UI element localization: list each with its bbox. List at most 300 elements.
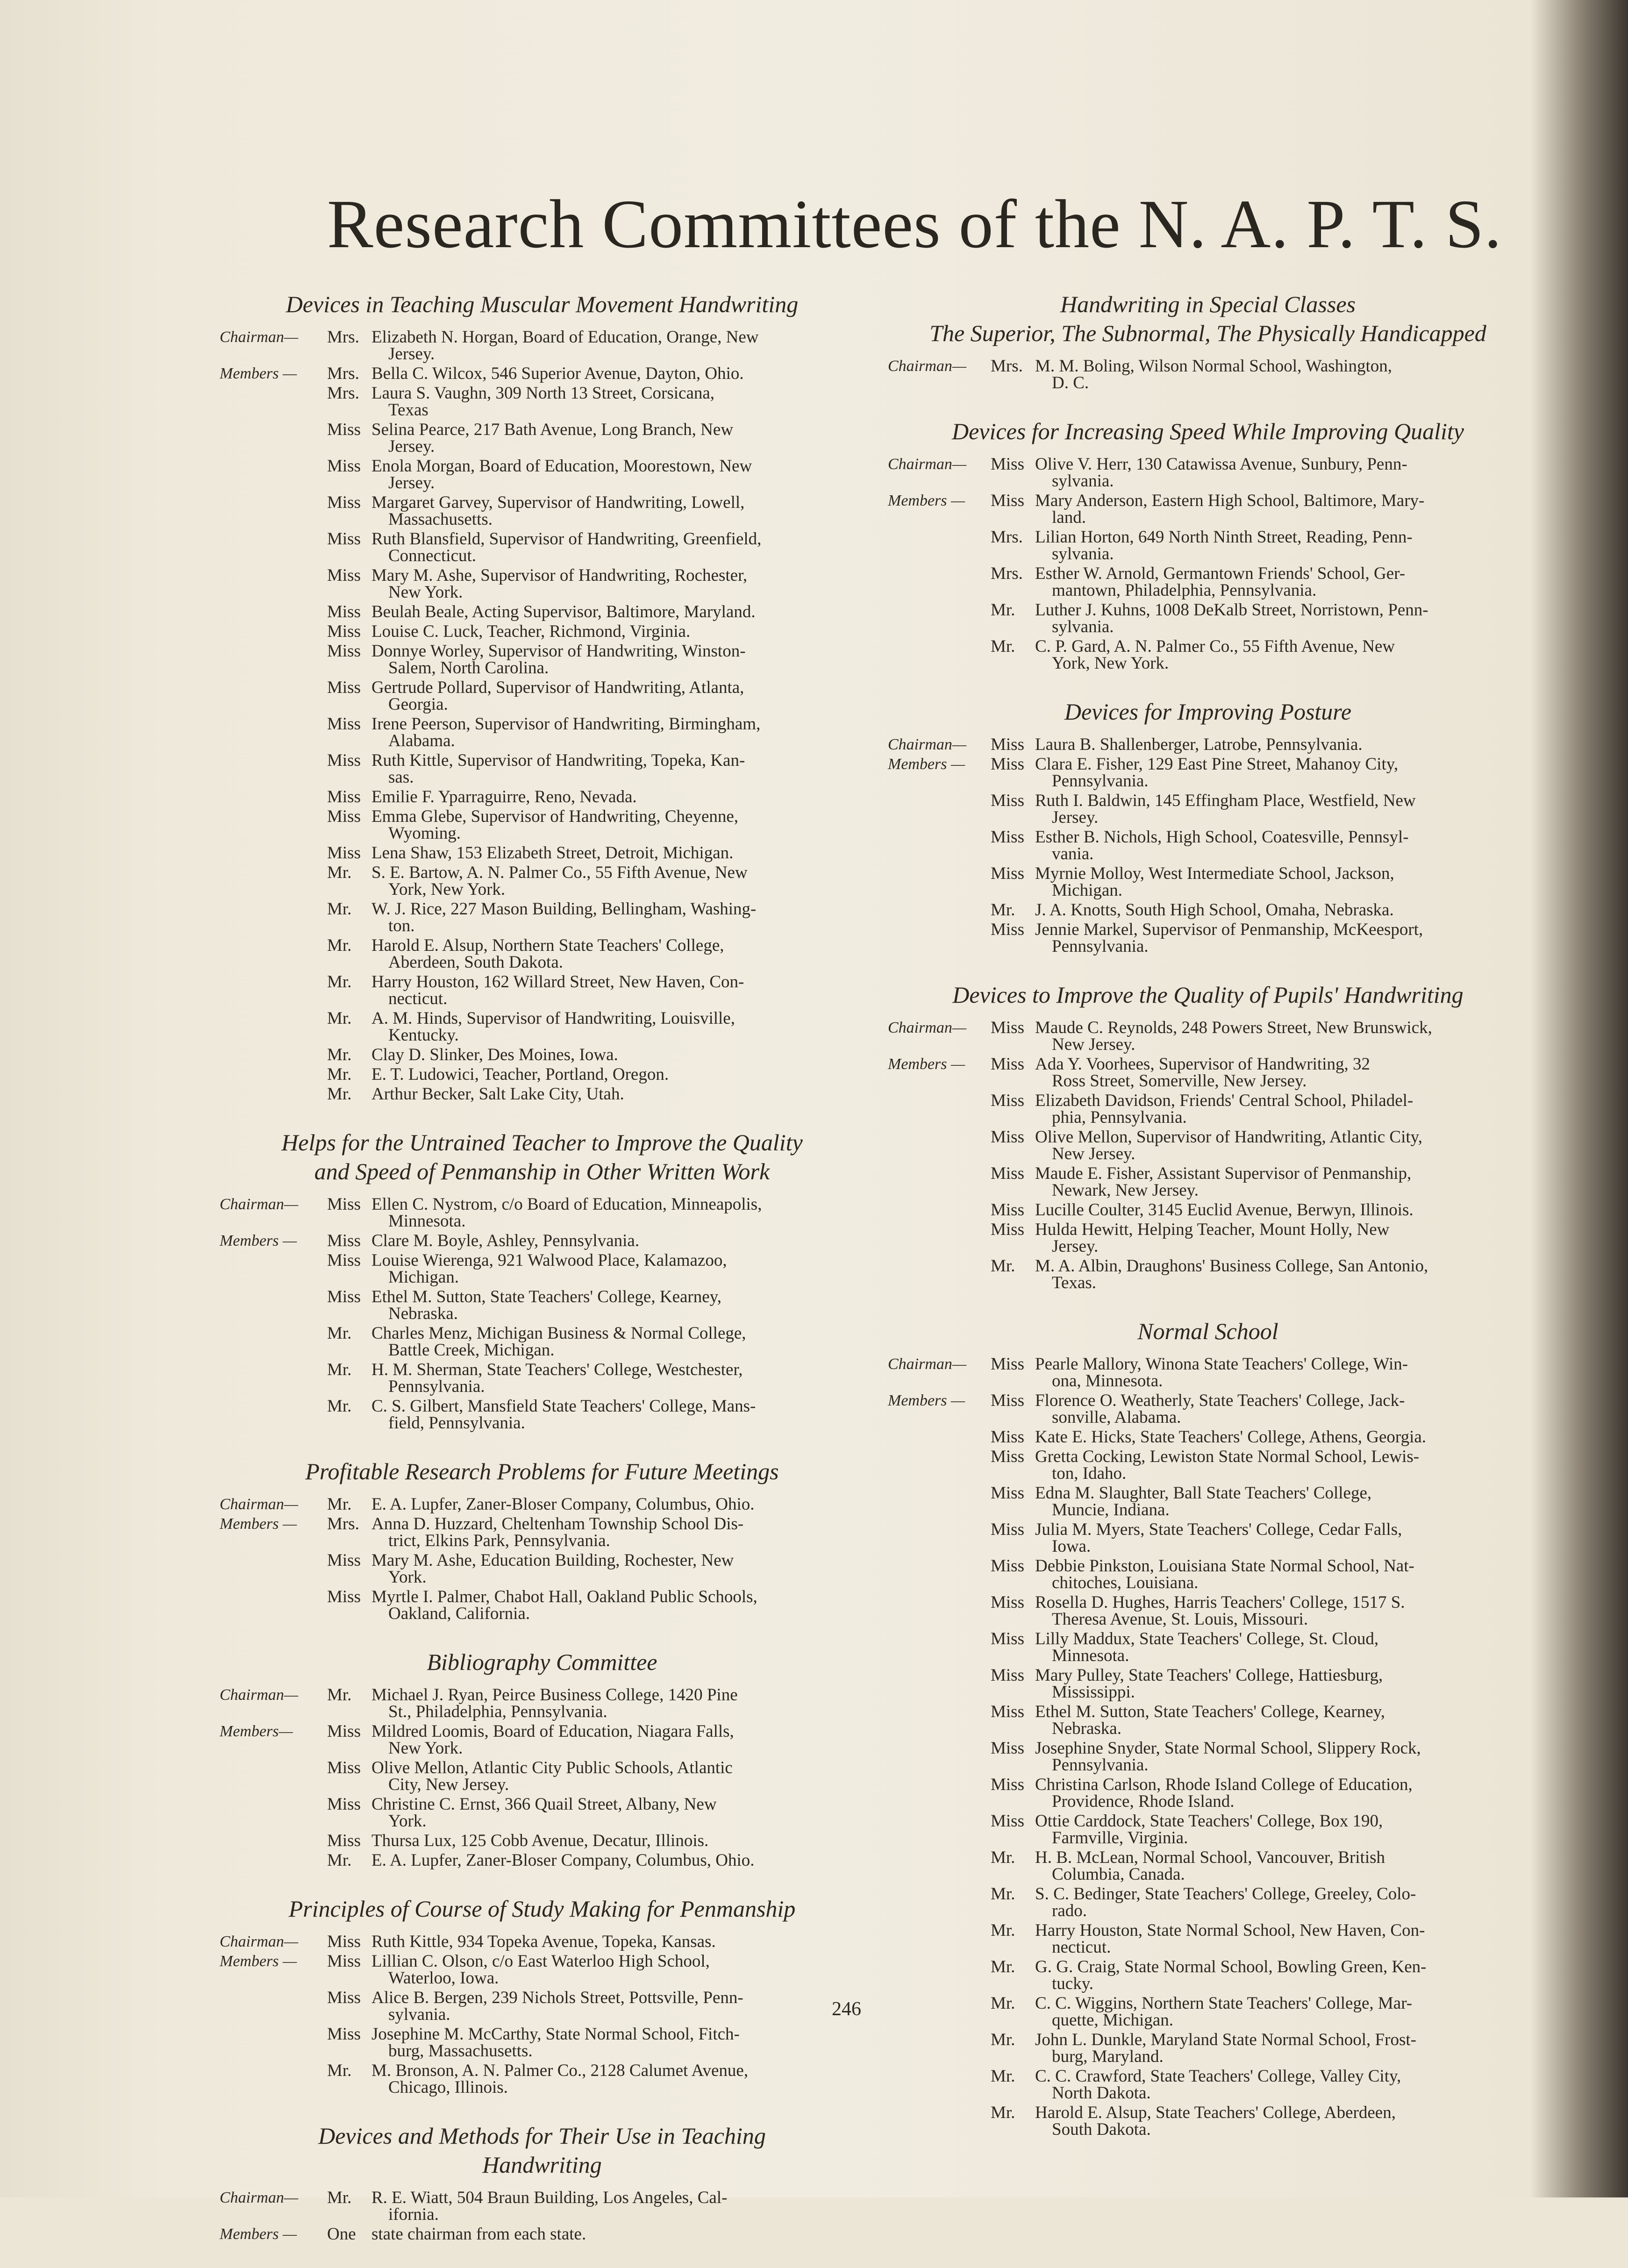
- member-details-line: Enola Morgan, Board of Education, Moorestown, New: [371, 456, 752, 476]
- member-details-continuation: ifornia.: [388, 2205, 439, 2224]
- member-prefix: Mrs.: [327, 364, 359, 383]
- member-details-continuation: ona, Minnesota.: [1052, 1371, 1163, 1391]
- member-details: [371, 1496, 864, 1513]
- member-entry: [220, 1833, 864, 1849]
- member-details: [371, 1953, 864, 1987]
- member-prefix: Miss: [327, 420, 361, 439]
- member-details-continuation: Newark, New Jersey.: [1052, 1181, 1199, 1200]
- member-details: [1035, 1392, 1528, 1426]
- member-entry: [888, 1092, 1528, 1126]
- member-prefix: Miss: [991, 1091, 1024, 1110]
- member-details-line: Olive Mellon, Atlantic City Public Schools, Atlantic: [371, 1758, 733, 1777]
- member-prefix: Mr.: [327, 936, 352, 955]
- member-entry: [220, 2062, 864, 2096]
- member-prefix: Mr.: [327, 1009, 352, 1028]
- member-details-line: Elizabeth Davidson, Friends' Central School, Philadel-: [1035, 1091, 1414, 1110]
- member-prefix: Mr.: [991, 1994, 1015, 2013]
- member-details: [371, 808, 864, 842]
- member-details-line: Alice B. Bergen, 239 Nichols Street, Pottsville, Penn-: [371, 1988, 743, 2007]
- member-prefix: Mr.: [991, 1848, 1015, 1867]
- member-entry: [220, 494, 864, 528]
- member-details: [1035, 1020, 1528, 1053]
- member-entry: [220, 1066, 864, 1083]
- committee-section: [220, 1648, 864, 1869]
- member-details-continuation: York.: [388, 1568, 427, 1587]
- member-prefix: Miss: [991, 1556, 1024, 1576]
- member-details-continuation: City, New Jersey.: [388, 1775, 509, 1794]
- member-details: [1035, 902, 1528, 919]
- section-title: [888, 697, 1528, 726]
- member-details: [1035, 1165, 1528, 1199]
- member-entry: [888, 1056, 1528, 1090]
- member-details: [1035, 492, 1528, 526]
- member-prefix: Miss: [991, 1629, 1024, 1648]
- member-details: [371, 1552, 864, 1586]
- member-details: [1035, 1849, 1528, 1883]
- member-role: [220, 679, 327, 713]
- member-details-line: Josephine M. McCarthy, State Normal School, Fitch-: [371, 2025, 740, 2044]
- member-role: Chairman—: [888, 736, 967, 753]
- member-prefix: Miss: [327, 714, 361, 734]
- member-details: [1035, 756, 1528, 790]
- member-role: [220, 716, 327, 749]
- member-details-continuation: Minnesota.: [1052, 1646, 1129, 1665]
- member-role: [888, 865, 991, 899]
- member-details: [371, 1196, 864, 1230]
- member-prefix: Mr.: [327, 1685, 352, 1705]
- committee-section: [888, 697, 1528, 955]
- member-prefix: Miss: [991, 1593, 1024, 1612]
- member-details: [1035, 2104, 1528, 2138]
- member-details-continuation: Oakland, California.: [388, 1604, 530, 1623]
- member-role: [220, 1010, 327, 1044]
- member-details: [371, 623, 864, 640]
- member-details: [371, 1687, 864, 1720]
- member-entry: [888, 1429, 1528, 1446]
- member-role: [220, 789, 327, 806]
- member-details-line: Jennie Markel, Supervisor of Penmanship, McKeesport,: [1035, 920, 1423, 939]
- member-prefix: Miss: [991, 1666, 1024, 1685]
- member-role: Members—: [220, 1723, 293, 1740]
- member-details-continuation: York, New York.: [388, 880, 506, 899]
- member-details: [371, 604, 864, 620]
- member-prefix: Miss: [327, 843, 361, 863]
- member-details: [1035, 1813, 1528, 1847]
- member-details-continuation: York, New York.: [1052, 654, 1169, 673]
- member-prefix: Miss: [991, 827, 1024, 847]
- member-details-continuation: Michigan.: [388, 1268, 459, 1287]
- member-prefix: Miss: [327, 1795, 361, 1814]
- member-details-line: Pearle Mallory, Winona State Teachers' College, Win-: [1035, 1355, 1408, 1374]
- member-role: [220, 864, 327, 898]
- member-details-continuation: Aberdeen, South Dakota.: [388, 953, 564, 972]
- member-entry: [220, 1362, 864, 1395]
- member-details: [1035, 829, 1528, 863]
- member-entry: [888, 1485, 1528, 1519]
- member-details-continuation: Texas: [388, 400, 428, 420]
- member-details: [371, 1589, 864, 1622]
- member-prefix: Mr.: [991, 2030, 1015, 2049]
- member-details-line: E. T. Ludowici, Teacher, Portland, Oregon.: [371, 1065, 669, 1084]
- member-entry: [888, 565, 1528, 599]
- member-details-line: H. M. Sherman, State Teachers' College, Westchester,: [371, 1360, 743, 1379]
- member-details-continuation: Muncie, Indiana.: [1052, 1500, 1170, 1519]
- member-role: [888, 829, 991, 863]
- member-details-line: E. A. Lupfer, Zaner-Bloser Company, Columbus, Ohio.: [371, 1495, 755, 1514]
- member-role: [220, 808, 327, 842]
- member-details-continuation: sonville, Alabama.: [1052, 1408, 1181, 1427]
- page-number: 246: [832, 1998, 861, 2020]
- committee-section: [220, 1894, 864, 2096]
- member-details-continuation: burg, Maryland.: [1052, 2047, 1164, 2066]
- member-entry: [888, 1631, 1528, 1664]
- member-details: [1035, 565, 1528, 599]
- member-details-continuation: Kentucky.: [388, 1026, 459, 1045]
- member-entry: [220, 1289, 864, 1322]
- member-prefix: Miss: [991, 1018, 1024, 1037]
- member-details-continuation: Pennsylvania.: [1052, 1755, 1149, 1775]
- member-entry: [888, 1165, 1528, 1199]
- member-role: [220, 623, 327, 640]
- member-details-continuation: Georgia.: [388, 695, 448, 714]
- member-details-line: Ruth Kittle, Supervisor of Handwriting, Topeka, Kan-: [371, 751, 745, 770]
- member-entry: [220, 1589, 864, 1622]
- member-details: [1035, 1258, 1528, 1291]
- member-details: [371, 1086, 864, 1103]
- member-details: [1035, 1776, 1528, 1810]
- member-prefix: Miss: [327, 2025, 361, 2044]
- member-details: [371, 974, 864, 1007]
- member-details-line: Mary M. Ashe, Education Building, Rochester, New: [371, 1551, 734, 1570]
- committee-section: [220, 290, 864, 1103]
- member-details-line: Ethel M. Sutton, State Teachers' College, Kearney,: [1035, 1702, 1385, 1721]
- member-role: Members —: [220, 365, 297, 382]
- member-details-continuation: Ross Street, Somerville, New Jersey.: [1052, 1071, 1307, 1091]
- member-prefix: Mr.: [991, 1957, 1015, 1976]
- member-entry: [888, 529, 1528, 563]
- member-role: [888, 2104, 991, 2138]
- member-details-line: Ruth Kittle, 934 Topeka Avenue, Topeka, Kansas.: [371, 1932, 716, 1951]
- member-prefix: Miss: [991, 1739, 1024, 1758]
- member-prefix: Mr.: [327, 1324, 352, 1343]
- member-role: [220, 901, 327, 934]
- member-role: [220, 937, 327, 971]
- member-details-line: Charles Menz, Michigan Business & Normal College,: [371, 1324, 746, 1343]
- member-details-line: Ruth Blansfield, Supervisor of Handwriting, Greenfield,: [371, 529, 762, 549]
- member-details: [1035, 792, 1528, 826]
- section-title-line: Devices for Improving Posture: [1064, 699, 1352, 725]
- member-role: [888, 792, 991, 826]
- member-details: [371, 1047, 864, 1063]
- member-details-continuation: chitoches, Louisiana.: [1052, 1573, 1199, 1592]
- member-role: [888, 1221, 991, 1255]
- member-entry: [220, 1325, 864, 1359]
- member-details-line: Josephine Snyder, State Normal School, Slippery Rock,: [1035, 1739, 1421, 1758]
- section-title-line: Profitable Research Problems for Future Meetings: [305, 1458, 779, 1484]
- member-role: [220, 421, 327, 455]
- member-entry: [220, 365, 864, 382]
- member-entry: [220, 643, 864, 677]
- member-details: [371, 421, 864, 455]
- member-details-continuation: ton.: [388, 916, 415, 935]
- member-details-continuation: South Dakota.: [1052, 2120, 1151, 2139]
- member-details: [371, 1933, 864, 1950]
- member-entry: [888, 865, 1528, 899]
- member-prefix: Mr.: [327, 1495, 352, 1514]
- member-prefix: Mr.: [991, 637, 1015, 656]
- section-title: [888, 290, 1528, 348]
- member-details: [1035, 865, 1528, 899]
- member-role: [220, 385, 327, 419]
- member-prefix: Miss: [991, 1812, 1024, 1831]
- member-entry: [220, 1010, 864, 1044]
- member-prefix: Mr.: [991, 1256, 1015, 1276]
- member-details-continuation: sylvania.: [1052, 471, 1114, 491]
- member-details: [371, 329, 864, 363]
- member-details: [371, 1760, 864, 1793]
- member-role: [220, 643, 327, 677]
- member-entry: [220, 1796, 864, 1830]
- section-title: [888, 1317, 1528, 1346]
- member-entry: [220, 1933, 864, 1950]
- member-details-line: Mary Anderson, Eastern High School, Baltimore, Mary-: [1035, 491, 1425, 510]
- member-prefix: Mr.: [327, 899, 352, 919]
- member-prefix: Miss: [327, 456, 361, 476]
- member-role: Members —: [888, 1056, 965, 1073]
- member-details: [1035, 1202, 1528, 1219]
- member-details-line: E. A. Lupfer, Zaner-Bloser Company, Columbus, Ohio.: [371, 1851, 755, 1870]
- member-details-continuation: Jersey.: [388, 473, 435, 492]
- member-details-continuation: Chicago, Illinois.: [388, 2078, 508, 2097]
- member-role: [220, 752, 327, 786]
- member-role: [888, 1995, 991, 2029]
- member-role: [888, 902, 991, 919]
- member-details-line: Debbie Pinkston, Louisiana State Normal School, Nat-: [1035, 1556, 1414, 1576]
- member-role: [888, 1448, 991, 1482]
- member-details-line: Arthur Becker, Salt Lake City, Utah.: [371, 1084, 624, 1104]
- section-title-line: Principles of Course of Study Making for Penmanship: [288, 1896, 796, 1922]
- member-details-line: S. C. Bedinger, State Teachers' College, Greeley, Colo-: [1035, 1884, 1416, 1904]
- member-role: [220, 845, 327, 862]
- member-entry: [888, 2104, 1528, 2138]
- member-prefix: Miss: [991, 1520, 1024, 1539]
- member-role: [888, 1485, 991, 1519]
- member-role: [888, 1704, 991, 1737]
- left-column: [220, 290, 864, 2268]
- member-role: [888, 1813, 991, 1847]
- member-details-line: R. E. Wiatt, 504 Braun Building, Los Angeles, Cal-: [371, 2188, 728, 2207]
- member-prefix: Miss: [327, 1587, 361, 1606]
- member-details-continuation: mantown, Philadelphia, Pennsylvania.: [1052, 581, 1317, 600]
- member-details-line: Irene Peerson, Supervisor of Handwriting, Birmingham,: [371, 714, 761, 734]
- member-details-line: S. E. Bartow, A. N. Palmer Co., 55 Fifth Avenue, New: [371, 863, 748, 882]
- member-details-continuation: Theresa Avenue, St. Louis, Missouri.: [1052, 1610, 1308, 1629]
- member-details-continuation: Connecticut.: [388, 546, 477, 565]
- member-entry: [220, 716, 864, 749]
- member-role: [220, 1589, 327, 1622]
- member-details-line: Anna D. Huzzard, Cheltenham Township School Dis-: [371, 1514, 744, 1533]
- member-entry: [220, 1760, 864, 1793]
- member-details-line: Mary Pulley, State Teachers' College, Hattiesburg,: [1035, 1666, 1383, 1685]
- member-role: [888, 1594, 991, 1628]
- member-entry: [220, 385, 864, 419]
- member-details-line: Maude E. Fisher, Assistant Supervisor of Penmanship,: [1035, 1164, 1412, 1183]
- member-role: [220, 1552, 327, 1586]
- member-entry: [220, 864, 864, 898]
- member-details: [1035, 1922, 1528, 1956]
- member-entry: [220, 458, 864, 492]
- member-role: [888, 1558, 991, 1591]
- member-details-line: Michael J. Ryan, Peirce Business College, 1420 Pine: [371, 1685, 738, 1705]
- member-role: [888, 1886, 991, 1919]
- member-details: [371, 1796, 864, 1830]
- member-details: [371, 1252, 864, 1286]
- member-details-line: Harold E. Alsup, State Teachers' College, Aberdeen,: [1035, 2103, 1396, 2122]
- page-title: Research Committees of the N. A. P. T. S.: [327, 186, 1502, 263]
- member-role: [888, 1129, 991, 1163]
- committee-section: [220, 1128, 864, 1432]
- member-prefix: Miss: [991, 1391, 1024, 1410]
- member-details-continuation: Alabama.: [388, 731, 455, 750]
- member-entry: [220, 2190, 864, 2223]
- committee-section: [888, 290, 1528, 392]
- member-prefix: Mrs.: [991, 564, 1023, 583]
- member-prefix: Mr.: [327, 1065, 352, 1084]
- member-role: [220, 1760, 327, 1793]
- member-role: [220, 494, 327, 528]
- member-prefix: Miss: [327, 1952, 361, 1971]
- member-details-line: Ruth I. Baldwin, 145 Effingham Place, Westfield, New: [1035, 791, 1416, 810]
- member-entry: [888, 456, 1528, 490]
- member-details-continuation: Nebraska.: [1052, 1719, 1121, 1738]
- member-prefix: Mr.: [327, 972, 352, 991]
- section-title-line: Handwriting: [482, 2152, 602, 2178]
- member-prefix: Miss: [991, 1775, 1024, 1794]
- member-role: [888, 1667, 991, 1701]
- member-details: [1035, 1704, 1528, 1737]
- member-role: [888, 1258, 991, 1291]
- member-details: [1035, 1056, 1528, 1090]
- member-details: [371, 1723, 864, 1757]
- member-prefix: Miss: [327, 622, 361, 641]
- member-prefix: Miss: [991, 1164, 1024, 1183]
- member-details-line: Clara E. Fisher, 129 East Pine Street, Mahanoy City,: [1035, 755, 1399, 774]
- member-entry: [220, 1047, 864, 1063]
- member-role: [888, 1202, 991, 1219]
- member-role: [888, 602, 991, 635]
- member-details-continuation: Columbia, Canada.: [1052, 1865, 1185, 1884]
- member-role: [220, 974, 327, 1007]
- member-details-line: Gretta Cocking, Lewiston State Normal School, Lewis-: [1035, 1447, 1420, 1466]
- member-prefix: Miss: [327, 1195, 361, 1214]
- member-details: [1035, 1448, 1528, 1482]
- member-prefix: Miss: [991, 1427, 1024, 1447]
- member-details: [371, 2026, 864, 2060]
- member-role: [888, 1922, 991, 1956]
- member-details-continuation: North Dakota.: [1052, 2083, 1151, 2103]
- member-details-continuation: sylvania.: [1052, 617, 1114, 636]
- member-details-line: Esther W. Arnold, Germantown Friends' School, Ger-: [1035, 564, 1406, 583]
- member-entry: [220, 329, 864, 363]
- member-entry: [888, 358, 1528, 392]
- member-role: [220, 567, 327, 601]
- member-details-line: state chairman from each state.: [371, 2225, 586, 2244]
- member-details: [371, 385, 864, 419]
- member-role: [888, 1740, 991, 1774]
- member-role: Chairman—: [220, 1933, 299, 1950]
- member-prefix: Miss: [327, 602, 361, 621]
- member-details: [371, 2062, 864, 2096]
- member-details-continuation: New York.: [388, 583, 463, 602]
- member-details-line: Olive Mellon, Supervisor of Handwriting, Atlantic City,: [1035, 1127, 1422, 1147]
- member-details: [371, 567, 864, 601]
- member-role: [220, 2062, 327, 2096]
- member-entry: [220, 974, 864, 1007]
- member-role: Chairman—: [220, 2189, 299, 2206]
- member-details-continuation: Battle Creek, Michigan.: [388, 1341, 555, 1360]
- member-prefix: Miss: [327, 493, 361, 512]
- member-prefix: Miss: [991, 864, 1024, 883]
- member-details: [1035, 358, 1528, 392]
- member-entry: [888, 2032, 1528, 2065]
- member-details-line: Rosella D. Hughes, Harris Teachers' College, 1517 S.: [1035, 1593, 1405, 1612]
- member-entry: [888, 602, 1528, 635]
- member-details-continuation: New Jersey.: [1052, 1144, 1135, 1163]
- member-details-line: Laura B. Shallenberger, Latrobe, Pennsylvania.: [1035, 735, 1363, 754]
- member-details-line: W. J. Rice, 227 Mason Building, Bellingham, Washing-: [371, 899, 757, 919]
- member-details-continuation: Pennsylvania.: [388, 1377, 485, 1396]
- member-entry: [220, 901, 864, 934]
- committee-section: [888, 1317, 1528, 2138]
- member-role: [888, 2068, 991, 2102]
- member-prefix: Miss: [991, 1055, 1024, 1074]
- member-details-line: C. S. Gilbert, Mansfield State Teachers' College, Mans-: [371, 1397, 756, 1416]
- member-entry: [888, 1258, 1528, 1291]
- member-details-line: Harry Houston, 162 Willard Street, New Haven, Con-: [371, 972, 744, 991]
- member-details-continuation: trict, Elkins Park, Pennsylvania.: [388, 1531, 610, 1550]
- member-entry: [888, 1392, 1528, 1426]
- member-prefix: Mr.: [327, 1084, 352, 1104]
- member-details: [371, 1990, 864, 2023]
- member-prefix: Miss: [327, 807, 361, 826]
- section-title: [220, 1894, 864, 1923]
- member-details-line: M. A. Albin, Draughons' Business College, San Antonio,: [1035, 1256, 1428, 1276]
- member-details-line: Ellen C. Nystrom, c/o Board of Education, Minneapolis,: [371, 1195, 762, 1214]
- member-details: [371, 1233, 864, 1249]
- section-title-line: Devices to Improve the Quality of Pupils' Handwriting: [952, 982, 1464, 1008]
- member-prefix: Miss: [327, 1758, 361, 1777]
- member-prefix: Miss: [327, 1932, 361, 1951]
- member-details: [1035, 1959, 1528, 1992]
- member-prefix: Mr.: [991, 1884, 1015, 1904]
- member-prefix: Mr.: [327, 2061, 352, 2080]
- member-details-line: G. G. Craig, State Normal School, Bowling Green, Ken-: [1035, 1957, 1427, 1976]
- member-details-line: Bella C. Wilcox, 546 Superior Avenue, Dayton, Ohio.: [371, 364, 744, 383]
- member-details-continuation: Minnesota.: [388, 1212, 466, 1231]
- member-entry: [888, 1202, 1528, 1219]
- member-details-line: H. B. McLean, Normal School, Vancouver, British: [1035, 1848, 1385, 1867]
- member-details-line: Esther B. Nichols, High School, Coatesville, Pennsyl-: [1035, 827, 1409, 847]
- member-role: [888, 1776, 991, 1810]
- member-details-continuation: Jersey.: [388, 437, 435, 456]
- member-details: [1035, 1092, 1528, 1126]
- member-prefix: Miss: [327, 566, 361, 585]
- section-title-line: Handwriting in Special Classes: [1060, 291, 1356, 317]
- member-role: Chairman—: [220, 1196, 299, 1213]
- member-role: [220, 1852, 327, 1869]
- member-details-line: Harry Houston, State Normal School, New Haven, Con-: [1035, 1921, 1425, 1940]
- member-prefix: Miss: [327, 1831, 361, 1850]
